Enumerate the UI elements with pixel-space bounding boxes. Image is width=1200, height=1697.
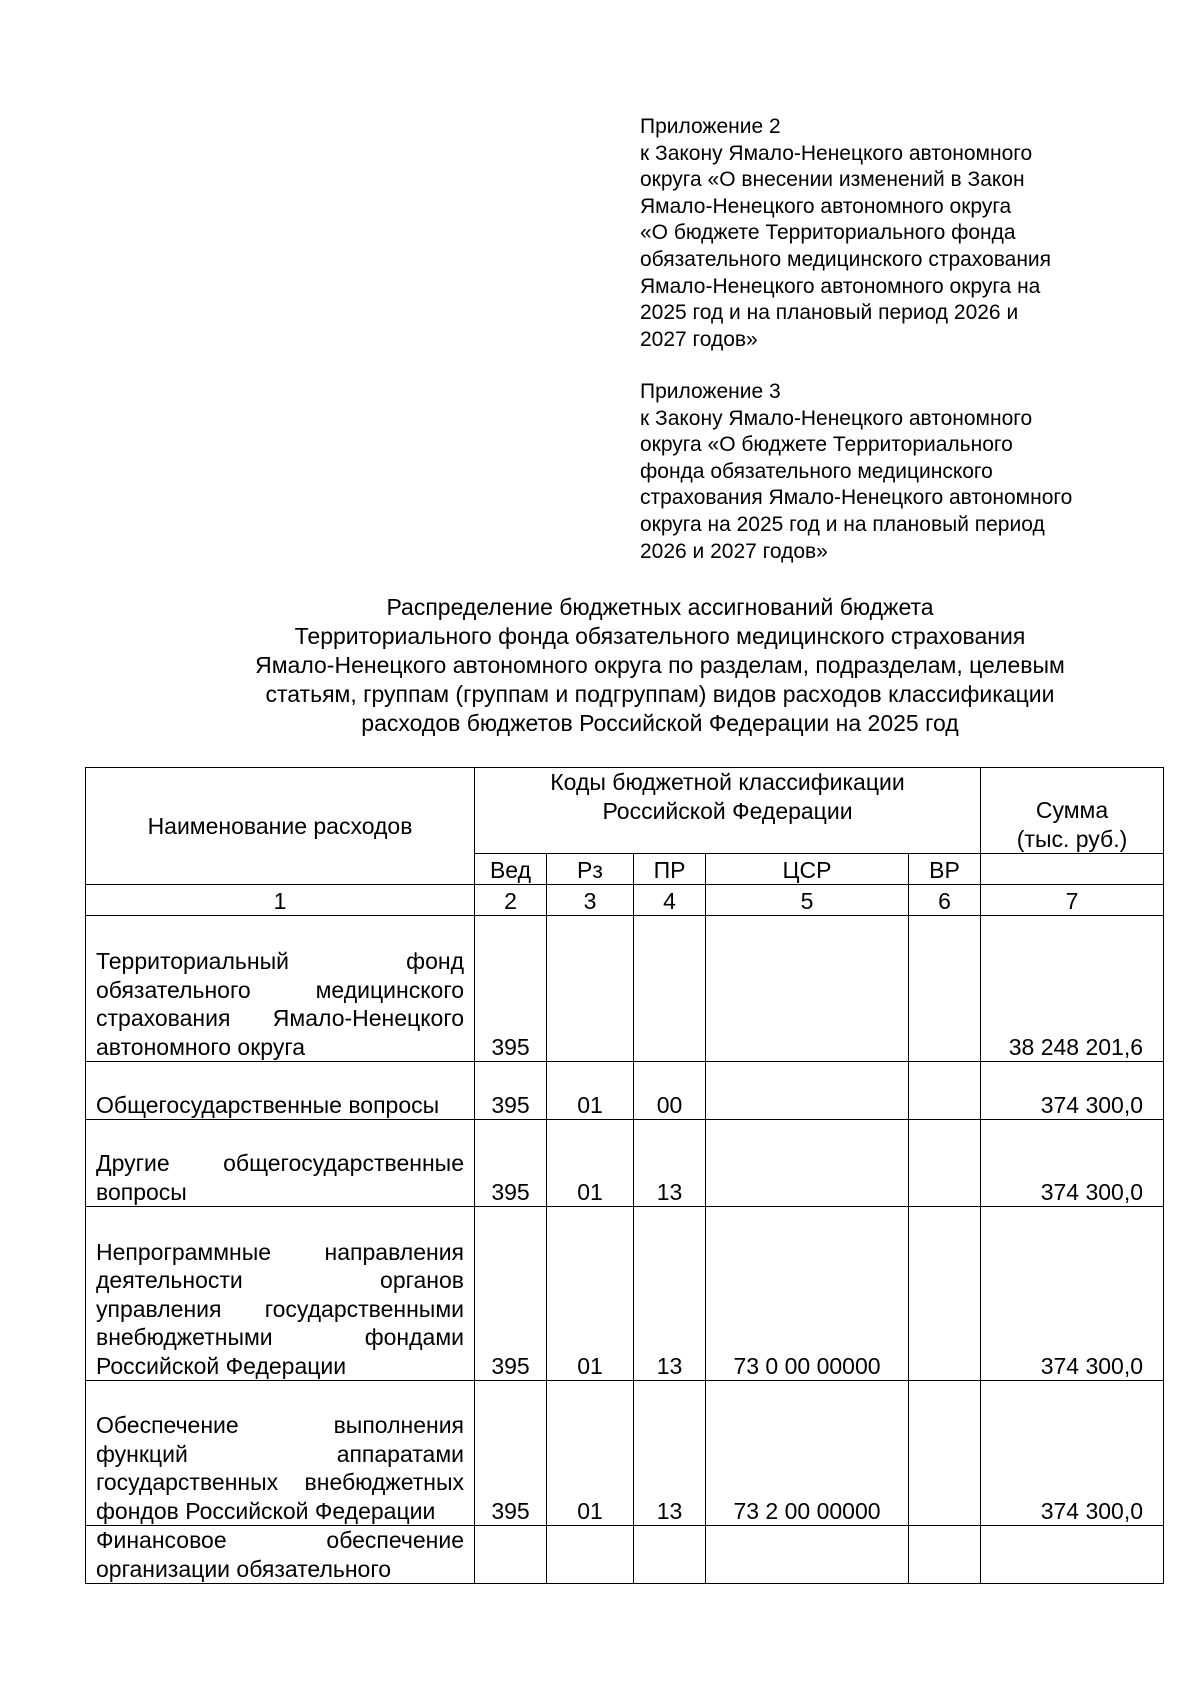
header-name: Наименование расходов <box>86 768 475 885</box>
col-number: 1 <box>86 885 475 916</box>
row-sum: 38 248 201,6 <box>981 916 1164 1062</box>
subheader-csr: ЦСР <box>706 854 909 885</box>
row-csr: 73 2 00 00000 <box>706 1381 909 1526</box>
table-row <box>86 1381 1164 1526</box>
col-number: 7 <box>981 885 1164 916</box>
col-number: 5 <box>706 885 909 916</box>
row-pr: 13 <box>634 1120 706 1207</box>
column-numbers-row <box>86 885 1164 916</box>
table-row <box>86 1526 1164 1584</box>
row-csr: 73 0 00 00000 <box>706 1207 909 1381</box>
row-ved: 395 <box>475 1381 547 1526</box>
row-sum: 374 300,0 <box>981 1120 1164 1207</box>
table-row <box>86 1120 1164 1207</box>
row-sum <box>981 1526 1164 1584</box>
row-ved: 395 <box>475 1207 547 1381</box>
subheader-rz: Рз <box>547 854 634 885</box>
col-number: 3 <box>547 885 634 916</box>
row-pr <box>634 1526 706 1584</box>
row-sum: 374 300,0 <box>981 1207 1164 1381</box>
annex-3-note: Приложение 3 к Закону Ямало-Ненецкого автономного округа «О бюджете Территориального фонда обязательного медицинского страхования Ямало-Ненецкого автономного округа на 2025 год и на плановый период 2026 и 2027 годов» <box>640 380 1073 563</box>
row-name: Непрограммные направления деятельности органов управления государственными внебюджетными фондами Российской Федерации <box>86 1207 475 1381</box>
header-sum: Сумма (тыс. руб.) <box>981 768 1164 854</box>
row-csr <box>706 1062 909 1120</box>
row-vr <box>909 1120 981 1207</box>
row-vr <box>909 1526 981 1584</box>
document-title: Распределение бюджетных ассигнований бюджета Территориального фонда обязательного медицинского страхования Ямало-Ненецкого автономного округа по разделам, подразделам, целевым статьям, группам (группам и подгруппам) видов расходов классификации расходов бюджетов Российской Федерации на 2025 год <box>255 594 1065 736</box>
row-rz <box>547 916 634 1062</box>
row-csr <box>706 1120 909 1207</box>
subheader-pr: ПР <box>634 854 706 885</box>
row-vr <box>909 1381 981 1526</box>
table-row <box>86 916 1164 1062</box>
row-ved: 395 <box>475 1062 547 1120</box>
row-name: Финансовое обеспечение организации обязательного <box>86 1526 475 1584</box>
budget-table <box>85 767 1164 1584</box>
row-vr <box>909 916 981 1062</box>
row-rz: 01 <box>547 1207 634 1381</box>
row-ved: 395 <box>475 916 547 1062</box>
table-row <box>86 1207 1164 1381</box>
subheader-ved: Вед <box>475 854 547 885</box>
row-rz: 01 <box>547 1120 634 1207</box>
row-pr: 00 <box>634 1062 706 1120</box>
row-vr <box>909 1207 981 1381</box>
row-name: Территориальный фонд обязательного медицинского страхования Ямало-Ненецкого автономного округа <box>86 916 475 1062</box>
col-number: 6 <box>909 885 981 916</box>
row-ved <box>475 1526 547 1584</box>
header-codes: Коды бюджетной классификации Российской Федерации <box>475 768 981 854</box>
row-rz: 01 <box>547 1381 634 1526</box>
row-name: Общегосударственные вопросы <box>86 1062 475 1120</box>
row-csr <box>706 1526 909 1584</box>
row-sum: 374 300,0 <box>981 1062 1164 1120</box>
row-ved: 395 <box>475 1120 547 1207</box>
subheader-vr: ВР <box>909 854 981 885</box>
row-pr: 13 <box>634 1381 706 1526</box>
row-vr <box>909 1062 981 1120</box>
row-name: Обеспечение выполнения функций аппаратами государственных внебюджетных фондов Российской Федерации <box>86 1381 475 1526</box>
annex-2-note: Приложение 2 к Закону Ямало-Ненецкого автономного округа «О внесении изменений в Закон Ямало-Ненецкого автономного округа «О бюджете Территориального фонда обязательного медицинского страхования Ямало-Ненецкого автономного округа на 2025 год и на плановый период 2026 и 2027 годов» <box>640 115 1052 351</box>
row-rz: 01 <box>547 1062 634 1120</box>
row-pr: 13 <box>634 1207 706 1381</box>
subheader-sum-empty <box>981 854 1164 885</box>
header-row <box>86 768 1164 854</box>
row-csr <box>706 916 909 1062</box>
col-number: 2 <box>475 885 547 916</box>
table-row <box>86 1062 1164 1120</box>
col-number: 4 <box>634 885 706 916</box>
row-name: Другие общегосударственные вопросы <box>86 1120 475 1207</box>
row-rz <box>547 1526 634 1584</box>
row-sum: 374 300,0 <box>981 1381 1164 1526</box>
row-pr <box>634 916 706 1062</box>
